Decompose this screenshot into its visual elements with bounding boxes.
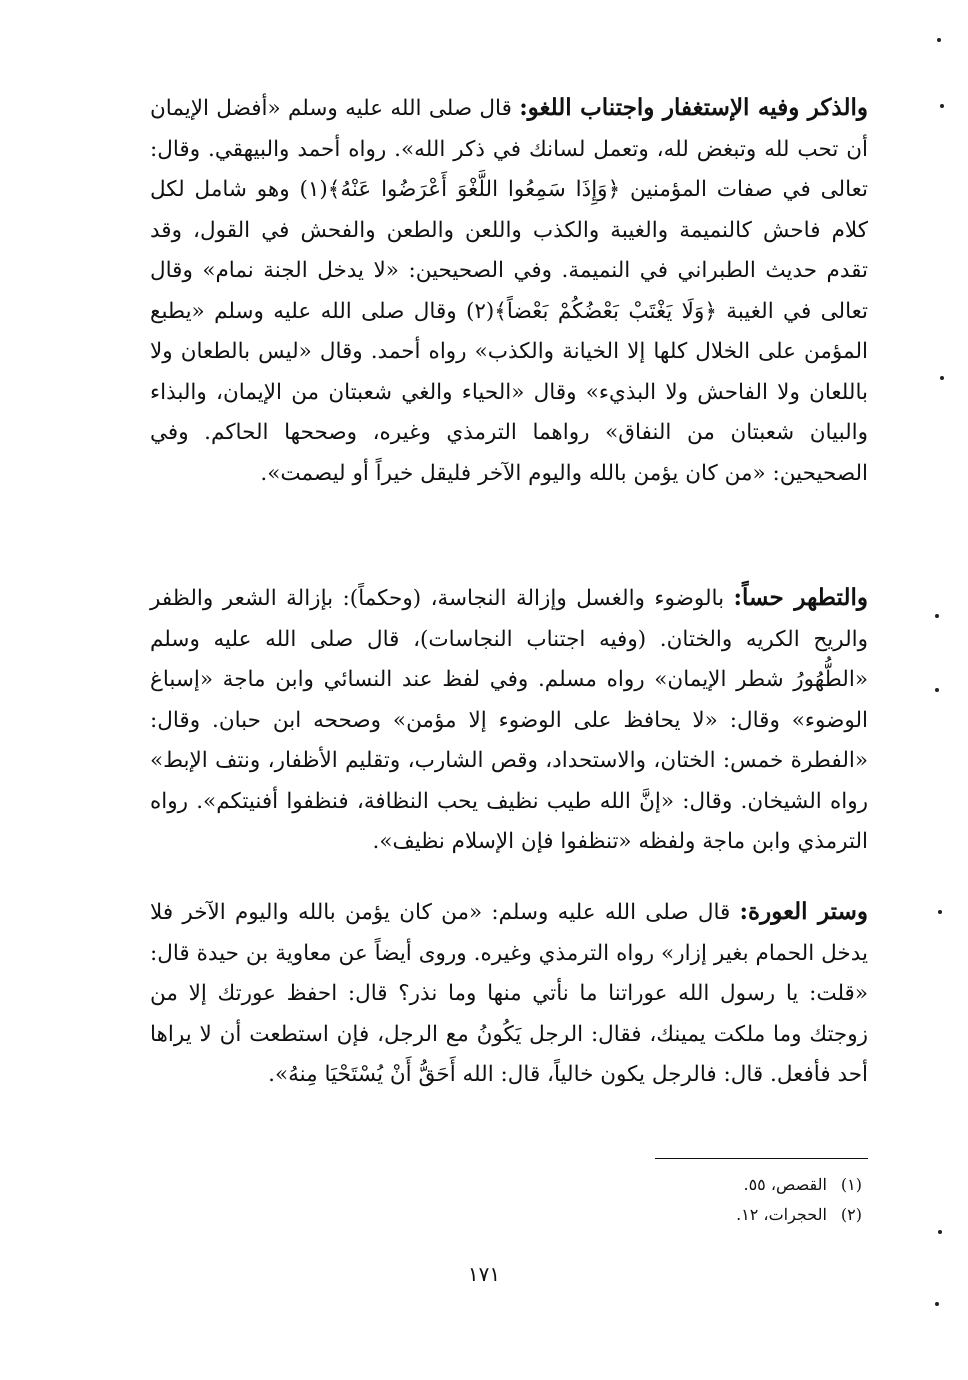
page-number: ١٧١ xyxy=(467,1262,501,1286)
scan-speck xyxy=(937,38,941,42)
footnote-text: القصص، ٥٥. xyxy=(743,1175,827,1194)
paragraph-heading: وستر العورة: xyxy=(739,898,868,925)
footnote-2 xyxy=(600,1200,862,1230)
scan-speck xyxy=(938,1230,942,1234)
footnote-divider xyxy=(655,1158,868,1159)
scan-speck xyxy=(940,376,944,380)
scan-speck xyxy=(935,688,939,692)
footnote-text: الحجرات، ١٢. xyxy=(736,1205,827,1224)
scan-speck xyxy=(938,910,942,914)
paragraph-heading: والذكر وفيه الإستغفار واجتناب اللغو: xyxy=(519,94,869,121)
paragraph-covering-awrah xyxy=(150,892,868,1096)
paragraph-body: قال صلى الله عليه وسلم «أفضل الإيمان أن تحب لله وتبغض لله، وتعمل لسانك في ذكر الله». رواه أحمد والبيهقي. وقال: تعالى في صفات المؤمنين ﴿وَإِذَا سَمِعُوا اللَّغْوَ أَعْرَضُوا عَنْهُ﴾(١) وهو شامل لكل كلام فاحش كالنميمة والغيبة والكذب واللعن والطعن والفحش في القول، وقد تقدم حديث الطبراني في النميمة. وفي الصحيحين: «لا يدخل الجنة نمام» وقال تعالى في الغيبة ﴿وَلَا يَغْتَبْ بَعْضُكُمْ بَعْضاً﴾(٢) وقال صلى الله عليه وسلم «يطبع المؤمن على الخلال كلها إلا الخيانة والكذب» رواه أحمد. وقال «ليس بالطعان ولا باللعان ولا الفاحش ولا البذيء» وقال «الحياء والغي شعبتان من الإيمان، والبذاء والبيان شعبتان من النفاق» رواهما الترمذي وغيره، وصححها الحاكم. وفي الصحيحين: «من كان يؤمن بالله واليوم الآخر فليقل خيراً أو ليصمت». xyxy=(150,96,868,486)
paragraph-body: قال صلى الله عليه وسلم: «من كان يؤمن بالله واليوم الآخر فلا يدخل الحمام بغير إزار» رواه الترمذي وغيره. وروى أيضاً عن معاوية بن حيدة قال: «قلت: يا رسول الله عوراتنا ما نأتي منها وما نذر؟ قال: احفظ عورتك إلا من زوجتك وما ملكت يمينك، فقال: الرجل يَكُونُ مع الرجل، فإن استطعت أن لا يراها أحد فأفعل. قال: فالرجل يكون خالياً، قال: الله أَحَقُّ أَنْ يُسْتَحْيَا مِنهُ». xyxy=(150,900,868,1087)
footnotes xyxy=(600,1170,862,1230)
footnote-number: (٢) xyxy=(840,1205,862,1224)
paragraph-heading: والتطهر حساً: xyxy=(733,584,868,611)
paragraph-body: بالوضوء والغسل وإزالة النجاسة، (وحكماً): بإزالة الشعر والظفر والريح الكريه والختان. (وفيه اجتناب النجاسات)، قال صلى الله عليه وسلم «الطُّهُورُ شطر الإيمان» رواه مسلم. وفي لفظ عند النسائي وابن ماجة «إسباغ الوضوء» وقال: «لا يحافظ على الوضوء إلا مؤمن» وصححه ابن حبان. وقال: «الفطرة خمس: الختان، والاستحداد، وقص الشارب، وتقليم الأظفار، ونتف الإبط» رواه الشيخان. وقال: «إنَّ الله طيب نظيف يحب النظافة، فنظفوا أفنيتكم». رواه الترمذي وابن ماجة ولفظه «تنظفوا فإن الإسلام نظيف». xyxy=(150,586,868,854)
footnote-1 xyxy=(600,1170,862,1200)
scan-speck xyxy=(935,1302,939,1306)
scan-speck xyxy=(935,614,939,618)
paragraph-purification xyxy=(150,578,868,863)
scan-speck xyxy=(940,104,944,108)
footnote-number: (١) xyxy=(840,1175,862,1194)
paragraph-dhikr xyxy=(150,88,868,494)
